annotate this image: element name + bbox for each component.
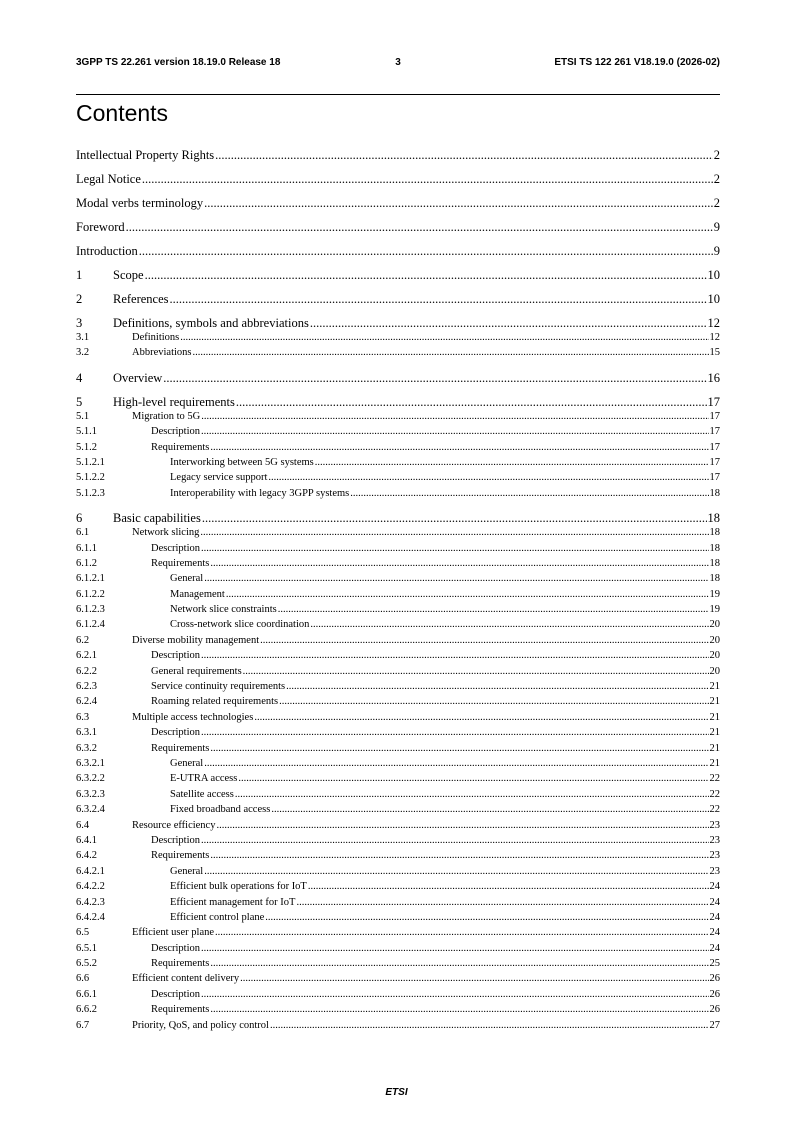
- toc-entry-title: Definitions, symbols and abbreviations: [113, 316, 309, 330]
- toc-entry-number: 5.1.2.3: [76, 487, 105, 499]
- toc-entry-title: Efficient bulk operations for IoT: [170, 881, 307, 893]
- toc-entry[interactable]: [76, 727, 720, 742]
- toc-entry-page: 26: [709, 1004, 720, 1016]
- toc-entry-title: Requirements: [151, 1004, 210, 1016]
- toc-entry-page: 2: [713, 172, 720, 186]
- toc-leader-dots: [226, 589, 709, 600]
- toc-entry-title: Diverse mobility management: [132, 634, 260, 646]
- toc-entry-title: Legal Notice: [76, 172, 141, 186]
- toc-entry[interactable]: [76, 758, 720, 773]
- toc-leader-dots: [238, 773, 708, 784]
- toc-entry[interactable]: [76, 268, 720, 284]
- toc-entry-page: 17: [709, 410, 720, 422]
- toc-entry[interactable]: [76, 292, 720, 308]
- toc-entry-number: 6.2.2: [76, 665, 97, 677]
- toc-entry-number: 6.3.2.4: [76, 804, 105, 816]
- toc-entry-number: 6.5.1: [76, 942, 97, 954]
- toc-entry-number: 2: [76, 292, 83, 306]
- toc-entry[interactable]: [76, 604, 720, 619]
- toc-entry-number: 6.1.2: [76, 557, 97, 569]
- toc-leader-dots: [235, 789, 709, 800]
- toc-entry-title: Management: [170, 588, 225, 600]
- toc-entry[interactable]: [76, 973, 720, 988]
- toc-leader-dots: [315, 457, 709, 468]
- toc-entry-page: 21: [709, 711, 720, 723]
- toc-entry-title: Interworking between 5G systems: [170, 456, 314, 468]
- toc-entry-page: 17: [709, 426, 720, 438]
- toc-entry-page: 21: [709, 696, 720, 708]
- toc-leader-dots: [296, 897, 708, 908]
- toc-entry-title: Basic capabilities: [113, 511, 201, 526]
- toc-leader-dots: [286, 681, 708, 692]
- toc-leader-dots: [216, 820, 708, 831]
- toc-entry-page: 18: [709, 573, 720, 585]
- toc-entry[interactable]: [76, 989, 720, 1004]
- toc-entry-title: Definitions: [132, 332, 180, 343]
- toc-entry-number: 6.2.1: [76, 650, 97, 662]
- toc-leader-dots: [204, 196, 713, 211]
- toc-entry-number: 6.1.2.4: [76, 619, 105, 631]
- toc-entry[interactable]: [76, 943, 720, 958]
- toc-entry-number: 3.1: [76, 332, 90, 343]
- toc-entry-title: Efficient management for IoT: [170, 896, 296, 908]
- toc-entry-number: 6.1.2.3: [76, 604, 105, 616]
- page-title: Contents: [76, 100, 169, 126]
- toc-leader-dots: [236, 395, 707, 410]
- toc-entry-number: 6.4.2.2: [76, 881, 105, 893]
- toc-entry-page: 19: [709, 604, 720, 616]
- toc-entry-title: General: [170, 573, 204, 585]
- toc-entry-title: Fixed broadband access: [170, 804, 271, 816]
- toc-leader-dots: [215, 927, 708, 938]
- toc-leader-dots: [310, 316, 707, 331]
- toc-entry-title: Overview: [113, 370, 163, 385]
- toc-entry-title: Scope: [113, 268, 144, 282]
- toc-entry-page: 21: [709, 757, 720, 769]
- toc-leader-dots: [180, 332, 708, 343]
- toc-entry-title: Requirements: [151, 441, 210, 453]
- page-header: [76, 57, 720, 71]
- toc-leader-dots: [170, 292, 707, 307]
- toc-leader-dots: [201, 943, 709, 954]
- toc-entry[interactable]: [76, 650, 720, 665]
- toc-entry-page: 16: [707, 370, 720, 385]
- toc-leader-dots: [243, 666, 709, 677]
- toc-entry-page: 24: [709, 927, 720, 939]
- toc-entry-number: 6.1.2.1: [76, 573, 105, 585]
- toc-entry-title: Priority, QoS, and policy control: [132, 1019, 269, 1031]
- toc-entry-number: 5.1.2: [76, 441, 97, 453]
- header-page-number: 3: [395, 57, 401, 68]
- toc-leader-dots: [215, 148, 713, 163]
- toc-entry-page: 2: [713, 196, 720, 210]
- toc-entry-page: 23: [709, 850, 720, 862]
- toc-entry-title: Network slicing: [132, 527, 200, 539]
- toc-entry[interactable]: [76, 488, 720, 503]
- toc-entry-title: Intellectual Property Rights: [76, 148, 215, 162]
- toc-leader-dots: [201, 835, 709, 846]
- toc-entry[interactable]: [76, 696, 720, 711]
- toc-leader-dots: [201, 727, 709, 738]
- toc-leader-dots: [271, 804, 708, 815]
- header-divider: [76, 94, 720, 95]
- toc-entry-page: 22: [709, 804, 720, 816]
- toc-entry-number: 6.3.2.1: [76, 757, 105, 769]
- toc-entry-title: Network slice constraints: [170, 604, 277, 616]
- toc-leader-dots: [139, 244, 713, 259]
- toc-entry-number: 1: [76, 268, 83, 282]
- toc-entry-title: Requirements: [151, 742, 210, 754]
- toc-entry-number: 6.4.2: [76, 850, 97, 862]
- toc-entry[interactable]: [76, 573, 720, 588]
- toc-entry[interactable]: [76, 558, 720, 573]
- toc-entry-page: 24: [709, 896, 720, 908]
- toc-entry[interactable]: [76, 927, 720, 942]
- toc-entry-title: Description: [151, 426, 200, 438]
- toc-entry-title: General requirements: [151, 665, 242, 677]
- toc-entry-page: 17: [709, 472, 720, 484]
- toc-entry[interactable]: [76, 897, 720, 912]
- toc-entry-page: 25: [709, 958, 720, 970]
- toc-entry-number: 6.7: [76, 1019, 90, 1031]
- toc-entry-title: Satellite access: [170, 788, 234, 800]
- toc-entry-page: 23: [709, 819, 720, 831]
- toc-entry-number: 6.6.2: [76, 1004, 97, 1016]
- toc-entry-number: 5.1: [76, 410, 90, 422]
- toc-leader-dots: [201, 989, 709, 1000]
- toc-leader-dots: [270, 1020, 709, 1031]
- toc-entry-number: 6.4.1: [76, 834, 97, 846]
- toc-entry-page: 18: [709, 542, 720, 554]
- toc-entry-page: 17: [707, 394, 720, 409]
- toc-entry[interactable]: [76, 666, 720, 681]
- toc-entry-page: 20: [709, 619, 720, 631]
- toc-entry[interactable]: [76, 881, 720, 896]
- toc-entry-title: References: [113, 292, 169, 306]
- toc-entry-number: 6.4.2.3: [76, 896, 105, 908]
- toc-entry[interactable]: [76, 912, 720, 927]
- toc-entry-page: 21: [709, 727, 720, 739]
- toc-entry[interactable]: [76, 589, 720, 604]
- toc-entry-title: Roaming related requirements: [151, 696, 279, 708]
- toc-entry-number: 6.3.2.3: [76, 788, 105, 800]
- toc-leader-dots: [204, 758, 708, 769]
- toc-entry[interactable]: [76, 148, 720, 164]
- toc-leader-dots: [308, 881, 709, 892]
- toc-entry[interactable]: [76, 411, 720, 426]
- toc-leader-dots: [201, 426, 709, 437]
- toc-entry-title: High-level requirements: [113, 394, 235, 409]
- header-spec-version: 3GPP TS 22.261 version 18.19.0 Release 18: [76, 57, 281, 68]
- toc-entry[interactable]: [76, 332, 720, 347]
- toc-leader-dots: [278, 604, 709, 615]
- toc-entry[interactable]: [76, 850, 720, 865]
- toc-entry-title: Description: [151, 942, 200, 954]
- toc-entry-page: 27: [709, 1019, 720, 1031]
- toc-entry-page: 21: [709, 742, 720, 754]
- toc-leader-dots: [254, 712, 708, 723]
- toc-entry-page: 23: [709, 834, 720, 846]
- toc-entry-page: 12: [709, 332, 720, 343]
- toc-leader-dots: [201, 650, 709, 661]
- toc-leader-dots: [204, 573, 708, 584]
- toc-entry-number: 5.1.2.2: [76, 472, 105, 484]
- toc-entry-title: Description: [151, 834, 200, 846]
- toc-entry[interactable]: [76, 958, 720, 973]
- toc-leader-dots: [265, 912, 708, 923]
- toc-entry-page: 20: [709, 634, 720, 646]
- toc-entry-page: 18: [709, 527, 720, 539]
- toc-entry[interactable]: [76, 1004, 720, 1019]
- toc-entry-page: 23: [709, 865, 720, 877]
- toc-entry-page: 15: [709, 347, 720, 359]
- toc-entry-title: Requirements: [151, 850, 210, 862]
- toc-entry-page: 10: [707, 292, 720, 306]
- toc-entry[interactable]: [76, 866, 720, 881]
- toc-entry-page: 10: [707, 268, 720, 282]
- toc-entry-page: 18: [709, 557, 720, 569]
- toc-entry[interactable]: [76, 835, 720, 850]
- toc-entry-page: 22: [709, 773, 720, 785]
- toc-entry-number: 6.2.4: [76, 696, 97, 708]
- toc-entry-title: Description: [151, 727, 200, 739]
- toc-entry[interactable]: [76, 371, 720, 387]
- toc-entry-number: 6.4: [76, 819, 90, 831]
- toc-leader-dots: [210, 743, 708, 754]
- toc-leader-dots: [202, 511, 707, 526]
- toc-entry[interactable]: [76, 395, 720, 411]
- toc-leader-dots: [142, 172, 713, 187]
- page-footer: ETSI: [385, 1087, 408, 1098]
- toc-entry-number: 5.1.1: [76, 426, 97, 438]
- toc-entry-number: 6.3.1: [76, 727, 97, 739]
- toc-entry[interactable]: [76, 172, 720, 188]
- toc-entry[interactable]: [76, 196, 720, 212]
- toc-entry-title: Requirements: [151, 958, 210, 970]
- toc-entry-number: 6.1.1: [76, 542, 97, 554]
- toc-entry-page: 24: [709, 911, 720, 923]
- toc-entry[interactable]: [76, 789, 720, 804]
- toc-entry-number: 6.6: [76, 973, 90, 985]
- toc-entry-page: 12: [707, 316, 720, 330]
- toc-entry-page: 20: [709, 665, 720, 677]
- toc-entry[interactable]: [76, 347, 720, 362]
- toc-entry-title: Description: [151, 542, 200, 554]
- toc-entry-number: 6.6.1: [76, 988, 97, 1000]
- toc-leader-dots: [200, 527, 708, 538]
- toc-entry-number: 6.2.3: [76, 681, 97, 693]
- toc-entry-page: 26: [709, 973, 720, 985]
- toc-entry-number: 6.4.2.4: [76, 911, 105, 923]
- toc-entry[interactable]: [76, 681, 720, 696]
- toc-entry-page: 21: [709, 681, 720, 693]
- toc-entry-title: Description: [151, 988, 200, 1000]
- toc-entry[interactable]: [76, 773, 720, 788]
- toc-entry-number: 6.1.2.2: [76, 588, 105, 600]
- toc-entry-title: Interoperability with legacy 3GPP systems: [170, 487, 350, 499]
- toc-entry-page: 17: [709, 441, 720, 453]
- toc-entry-title: Efficient content delivery: [132, 973, 240, 985]
- toc-entry[interactable]: [76, 220, 720, 236]
- toc-entry-number: 6.3.2: [76, 742, 97, 754]
- toc-entry-page: 9: [713, 220, 720, 234]
- toc-leader-dots: [201, 543, 709, 554]
- toc-entry[interactable]: [76, 804, 720, 819]
- toc-leader-dots: [163, 371, 706, 386]
- toc-entry-title: Efficient user plane: [132, 927, 215, 939]
- toc-entry-title: Legacy service support: [170, 472, 268, 484]
- toc-entry[interactable]: [76, 442, 720, 457]
- toc-entry-page: 9: [713, 244, 720, 258]
- toc-entry-title: Requirements: [151, 557, 210, 569]
- toc-entry-page: 24: [709, 942, 720, 954]
- toc-entry-title: Abbreviations: [132, 347, 192, 359]
- toc-leader-dots: [279, 696, 708, 707]
- toc-entry-title: General: [170, 757, 204, 769]
- toc-leader-dots: [193, 347, 709, 358]
- toc-entry-page: 26: [709, 988, 720, 1000]
- toc-entry[interactable]: [76, 244, 720, 260]
- toc-entry-number: 6.3: [76, 711, 90, 723]
- toc-entry-number: 6.3.2.2: [76, 773, 105, 785]
- toc-leader-dots: [201, 411, 708, 422]
- toc-entry-title: Service continuity requirements: [151, 681, 286, 693]
- toc-entry-number: 3.2: [76, 347, 90, 359]
- toc-entry[interactable]: [76, 712, 720, 727]
- toc-entry[interactable]: [76, 527, 720, 542]
- toc-entry-page: 17: [709, 456, 720, 468]
- toc-entry-number: 4: [76, 370, 83, 385]
- toc-entry[interactable]: [76, 543, 720, 558]
- toc-entry[interactable]: [76, 820, 720, 835]
- toc-entry-page: 22: [709, 788, 720, 800]
- toc-leader-dots: [210, 558, 708, 569]
- toc-entry-number: 6.5.2: [76, 958, 97, 970]
- toc-entry[interactable]: [76, 472, 720, 487]
- header-etsi-reference: ETSI TS 122 261 V18.19.0 (2026-02): [554, 57, 720, 68]
- toc-leader-dots: [350, 488, 708, 499]
- toc-entry-title: General: [170, 865, 204, 877]
- toc-entry-title: Modal verbs terminology: [76, 196, 204, 210]
- toc-entry-page: 18: [709, 487, 720, 499]
- toc-entry-page: 24: [709, 881, 720, 893]
- toc-entry-page: 19: [709, 588, 720, 600]
- toc-entry-title: E-UTRA access: [170, 773, 238, 785]
- toc-leader-dots: [310, 619, 708, 630]
- toc-entry-number: 6.4.2.1: [76, 865, 105, 877]
- table-of-contents: [76, 148, 720, 1035]
- toc-entry-title: Multiple access technologies: [132, 711, 254, 723]
- toc-entry-title: Introduction: [76, 244, 138, 258]
- toc-entry-title: Cross-network slice coordination: [170, 619, 310, 631]
- toc-entry-number: 5.1.2.1: [76, 456, 105, 468]
- toc-entry[interactable]: [76, 316, 720, 332]
- toc-entry[interactable]: [76, 619, 720, 634]
- toc-entry-page: 2: [713, 148, 720, 162]
- toc-entry-page: 18: [707, 511, 720, 526]
- toc-entry-title: Resource efficiency: [132, 819, 216, 831]
- toc-leader-dots: [145, 268, 707, 283]
- toc-entry[interactable]: [76, 457, 720, 472]
- toc-entry-title: Migration to 5G: [132, 410, 201, 422]
- toc-entry-title: Description: [151, 650, 200, 662]
- toc-entry-number: 6: [76, 511, 83, 526]
- toc-entry[interactable]: [76, 1020, 720, 1035]
- toc-leader-dots: [204, 866, 708, 877]
- toc-entry[interactable]: [76, 635, 720, 650]
- toc-entry[interactable]: [76, 511, 720, 527]
- toc-entry-number: 3: [76, 316, 83, 330]
- toc-leader-dots: [240, 973, 708, 984]
- toc-entry-number: 5: [76, 394, 83, 409]
- toc-leader-dots: [210, 442, 708, 453]
- toc-leader-dots: [268, 472, 708, 483]
- toc-leader-dots: [210, 850, 708, 861]
- toc-entry-number: 6.1: [76, 527, 90, 539]
- toc-entry-number: 6.2: [76, 634, 90, 646]
- toc-entry-page: 20: [709, 650, 720, 662]
- toc-entry[interactable]: [76, 743, 720, 758]
- toc-entry-title: Foreword: [76, 220, 125, 234]
- toc-entry[interactable]: [76, 426, 720, 441]
- toc-entry-number: 6.5: [76, 927, 90, 939]
- toc-entry-title: Efficient control plane: [170, 911, 265, 923]
- toc-leader-dots: [210, 1004, 708, 1015]
- toc-leader-dots: [210, 958, 708, 969]
- toc-leader-dots: [260, 635, 708, 646]
- toc-leader-dots: [126, 220, 713, 235]
